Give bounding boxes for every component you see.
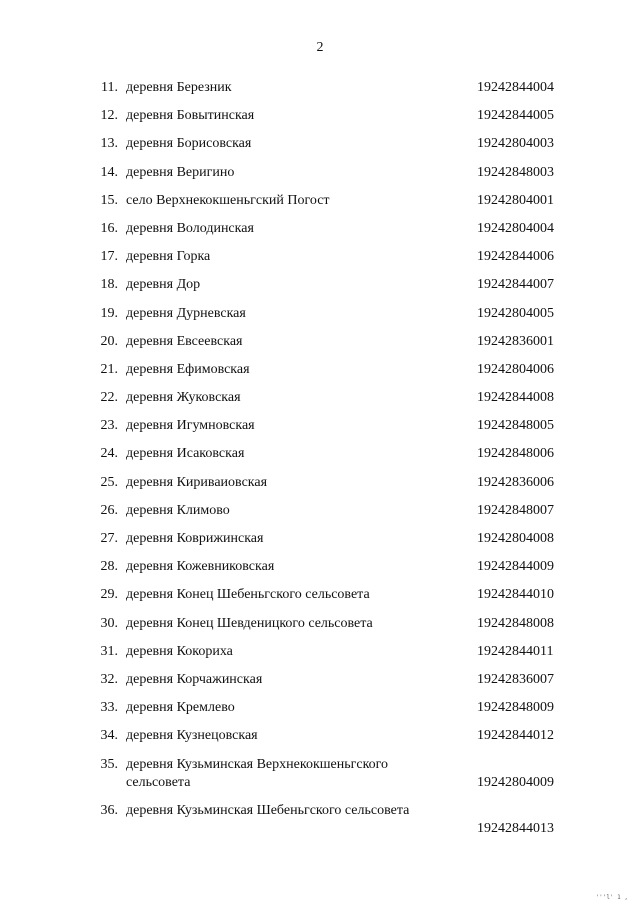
- table-row: [0, 666, 640, 694]
- page-number: 2: [316, 40, 324, 55]
- settlement-name: деревня Кузнецовская: [126, 728, 258, 744]
- oktmo-code: 19242844013: [477, 820, 554, 836]
- table-row: [0, 553, 640, 581]
- table-row: [0, 469, 640, 497]
- settlement-name: деревня Жуковская: [126, 390, 241, 406]
- oktmo-code: 19242844011: [477, 643, 554, 659]
- table-row: [0, 271, 640, 299]
- oktmo-code: 19242804008: [477, 531, 554, 546]
- row-number: 26.: [100, 502, 118, 518]
- table-row: [0, 74, 640, 102]
- oktmo-code: 19242836007: [477, 671, 554, 687]
- oktmo-code: 19242844012: [477, 728, 554, 744]
- table-row: [0, 610, 640, 638]
- table-row: [0, 694, 640, 722]
- settlement-name: деревня Кожевниковская: [126, 559, 275, 575]
- table-row: [0, 722, 640, 750]
- settlement-name: деревня Кремлево: [126, 700, 235, 716]
- row-number: 18.: [100, 277, 118, 293]
- table-row: [0, 525, 640, 553]
- footer-scan-mark: '''l' 1 ,: [595, 894, 628, 901]
- oktmo-code: 19242848006: [477, 446, 554, 462]
- row-number: 33.: [100, 700, 118, 716]
- row-number: 17.: [100, 249, 118, 265]
- settlement-name: деревня Березник: [126, 80, 232, 95]
- row-number: 36.: [100, 802, 118, 818]
- settlement-name: деревня Климово: [126, 502, 230, 518]
- table-row: [0, 751, 640, 797]
- oktmo-code: 19242844009: [477, 559, 554, 575]
- table-row: [0, 412, 640, 440]
- settlement-name: село Верхнекокшеньгский Погост: [126, 192, 330, 208]
- row-number: 19.: [100, 305, 118, 321]
- settlement-name: деревня Кузьминская Шебеньгского сельсовета: [126, 802, 410, 818]
- row-number: 13.: [100, 136, 118, 152]
- oktmo-code: 19242804003: [477, 136, 554, 152]
- settlement-name: деревня Володинская: [126, 220, 254, 236]
- oktmo-code: 19242844008: [477, 390, 554, 406]
- settlement-name: деревня Дурневская: [126, 305, 246, 321]
- oktmo-code: 19242804009: [477, 774, 554, 790]
- settlement-name: деревня Бовытинская: [126, 108, 255, 124]
- table-row: [0, 384, 640, 412]
- table-row: [0, 159, 640, 187]
- row-number: 14.: [100, 164, 118, 180]
- oktmo-code: 19242844010: [477, 587, 554, 603]
- oktmo-code: 19242844006: [477, 249, 554, 265]
- oktmo-code: 19242848003: [477, 164, 554, 180]
- table-row: [0, 440, 640, 468]
- settlement-name: деревня Исаковская: [126, 446, 245, 462]
- row-number: 29.: [100, 587, 118, 603]
- table-row: [0, 187, 640, 215]
- row-number: 30.: [100, 615, 118, 631]
- oktmo-code: 19242836006: [477, 474, 554, 490]
- oktmo-code: 19242804005: [477, 305, 554, 321]
- oktmo-code: 19242848009: [477, 700, 554, 716]
- table-row: [0, 102, 640, 130]
- settlement-name: деревня Борисовская: [126, 136, 252, 152]
- row-number: 25.: [100, 474, 118, 490]
- settlement-name: деревня Дор: [126, 277, 201, 293]
- oktmo-code: 19242848007: [477, 502, 554, 518]
- settlement-name: деревня Кириваиовская: [126, 474, 268, 490]
- table-row: [0, 215, 640, 243]
- row-number: 12.: [100, 108, 118, 124]
- row-number: 11.: [101, 80, 118, 95]
- oktmo-code: 19242836001: [477, 333, 554, 349]
- row-number: 27.: [100, 531, 118, 546]
- settlement-name: деревня Веригино: [126, 164, 235, 180]
- settlement-name: деревня Игумновская: [126, 418, 255, 434]
- row-number: 34.: [100, 728, 118, 744]
- settlement-name: деревня Горка: [126, 249, 211, 265]
- row-number: 35.: [100, 756, 118, 772]
- row-number: 15.: [100, 192, 118, 208]
- row-number: 32.: [100, 671, 118, 687]
- row-number: 23.: [100, 418, 118, 434]
- oktmo-code: 19242844005: [477, 108, 554, 124]
- row-number: 20.: [100, 333, 118, 349]
- oktmo-code: 19242844007: [477, 277, 554, 293]
- table-row: [0, 638, 640, 666]
- row-number: 28.: [100, 559, 118, 575]
- table-row: [0, 497, 640, 525]
- table-row: [0, 356, 640, 384]
- settlement-name: деревня Конец Шевденицкого сельсовета: [126, 615, 373, 631]
- settlement-name: деревня Евсеевская: [126, 333, 243, 349]
- table-row: [0, 581, 640, 609]
- settlements-table: [0, 74, 640, 843]
- row-number: 16.: [100, 220, 118, 236]
- settlement-name: деревня Коврижинская: [126, 531, 264, 546]
- settlement-name: деревня Ефимовская: [126, 361, 250, 377]
- row-number: 31.: [100, 643, 118, 659]
- oktmo-code: 19242804004: [477, 220, 554, 236]
- row-number: 24.: [100, 446, 118, 462]
- table-row: [0, 130, 640, 158]
- settlement-name: деревня Кокориха: [126, 643, 233, 659]
- table-row: [0, 328, 640, 356]
- settlement-name: деревня Корчажинская: [126, 671, 263, 687]
- settlement-name: деревня Кузьминская Верхнекокшеньгского сельсовета: [126, 756, 389, 790]
- oktmo-code: 19242804006: [477, 361, 554, 377]
- settlement-name: деревня Конец Шебеньгского сельсовета: [126, 587, 370, 603]
- table-row: [0, 797, 640, 843]
- row-number: 22.: [100, 390, 118, 406]
- table-row: [0, 243, 640, 271]
- oktmo-code: 19242848005: [477, 418, 554, 434]
- row-number: 21.: [100, 361, 118, 377]
- table-row: [0, 300, 640, 328]
- oktmo-code: 19242848008: [477, 615, 554, 631]
- oktmo-code: 19242844004: [477, 80, 554, 95]
- oktmo-code: 19242804001: [477, 192, 554, 208]
